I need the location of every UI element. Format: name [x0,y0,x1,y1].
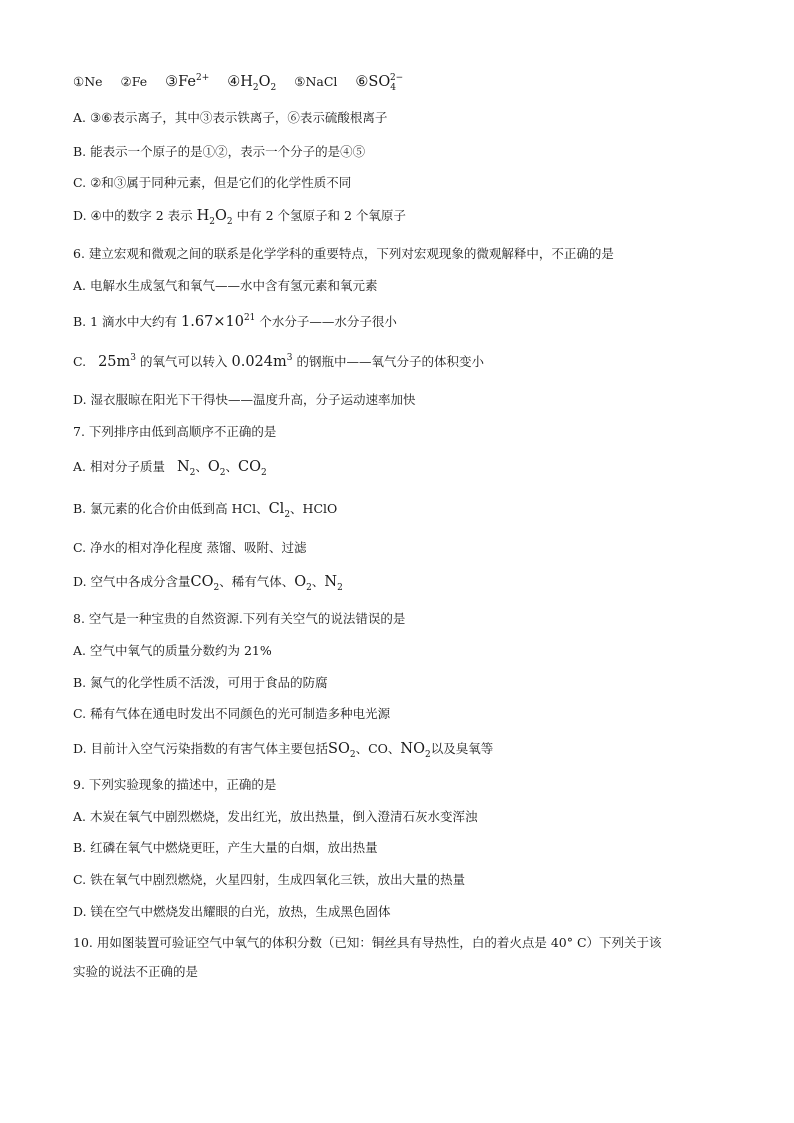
q8-option-a: A. 空气中氧气的质量分数约为 21% [73,643,272,658]
q6-option-c: C. $25m^3$ 的氧气可以转入 $0.024m^3$ 的钢瓶中——氧气分子的体积变小 [73,353,484,370]
q9-option-b: B. 红磷在氧气中燃烧更旺，产生大量的白烟，放出热量 [73,840,378,855]
q10-stem-line2: 实验的说法不正确的是 [73,964,199,979]
q7-option-d: D. 空气中各成分含量$CO_2$、稀有气体、$O_2$、$N_2$ [73,574,343,593]
q8-option-c: C. 稀有气体在通电时发出不同颜色的光可制造多种电光源 [73,706,391,721]
q8-option-d: D. 目前计入空气污染指数的有害气体主要包括$SO_2$、CO、$NO_2$以及臭氧等 [73,741,494,760]
symbol-fe2: $③Fe^{2+}$ [165,73,210,90]
symbol-ne: ①Ne [73,74,103,89]
symbol-fe: ②Fe [120,74,148,89]
q8-stem: 8. 空气是一种宝贵的自然资源.下列有关空气的说法错误的是 [73,611,406,626]
q6-option-d: D. 湿衣服晾在阳光下干得快——温度升高，分子运动速率加快 [73,392,416,407]
q10-stem-line1: 10. 用如图装置可验证空气中氧气的体积分数（已知：铜丝具有导热性，白的着火点是 40° C）下列关于该 [73,935,662,950]
q6-stem: 6. 建立宏观和微观之间的联系是化学学科的重要特点，下列对宏观现象的微观解释中，不正确的是 [73,246,614,261]
q7-option-b: B. 氯元素的化合价由低到高 HCl、$Cl_2$、HClO [73,501,338,520]
q5-option-d: D. ④中的数字 2 表示 $H_2O_2$ 中有 2 个氢原子和 2 个氧原子 [73,208,406,227]
q9-stem: 9. 下列实验现象的描述中，正确的是 [73,777,277,792]
q6-option-b: B. 1 滴水中大约有 $1.67\times 10^{21}$ 个水分子——水分子很小 [73,313,397,330]
symbols-line [73,73,404,93]
q6-option-a: A. 电解水生成氢气和氧气——水中含有氢元素和氧元素 [73,278,378,293]
q7-stem: 7. 下列排序由低到高顺序不正确的是 [73,424,277,439]
q9-option-d: D. 镁在空气中燃烧发出耀眼的白光，放热，生成黑色固体 [73,904,391,919]
q9-option-a: A. 木炭在氧气中剧烈燃烧，发出红光，放出热量，倒入澄清石灰水变浑浊 [73,809,478,824]
symbol-so4: $⑥SO_4^{2-}$ [355,73,404,93]
q7-option-c: C. 净水的相对净化程度 蒸馏、吸附、过滤 [73,540,307,555]
q5-option-a: A. ③⑥表示离子，其中③表示铁离子，⑥表示硫酸根离子 [73,110,388,125]
q8-option-b: B. 氮气的化学性质不活泼，可用于食品的防腐 [73,675,328,690]
q5-option-c: C. ②和③属于同种元素，但是它们的化学性质不同 [73,175,352,190]
q7-option-a: A. 相对分子质量 $N_2$、$O_2$、$CO_2$ [73,459,267,478]
q9-option-c: C. 铁在氧气中剧烈燃烧，火星四射，生成四氧化三铁，放出大量的热量 [73,872,466,887]
symbol-h2o2: $④H_2O_2$ [227,74,277,93]
formula-h2o2: $H_2O_2$ [196,208,233,227]
symbol-nacl: ⑤NaCl [294,74,338,89]
q5-option-b: B. 能表示一个原子的是①②，表示一个分子的是④⑤ [73,144,366,159]
